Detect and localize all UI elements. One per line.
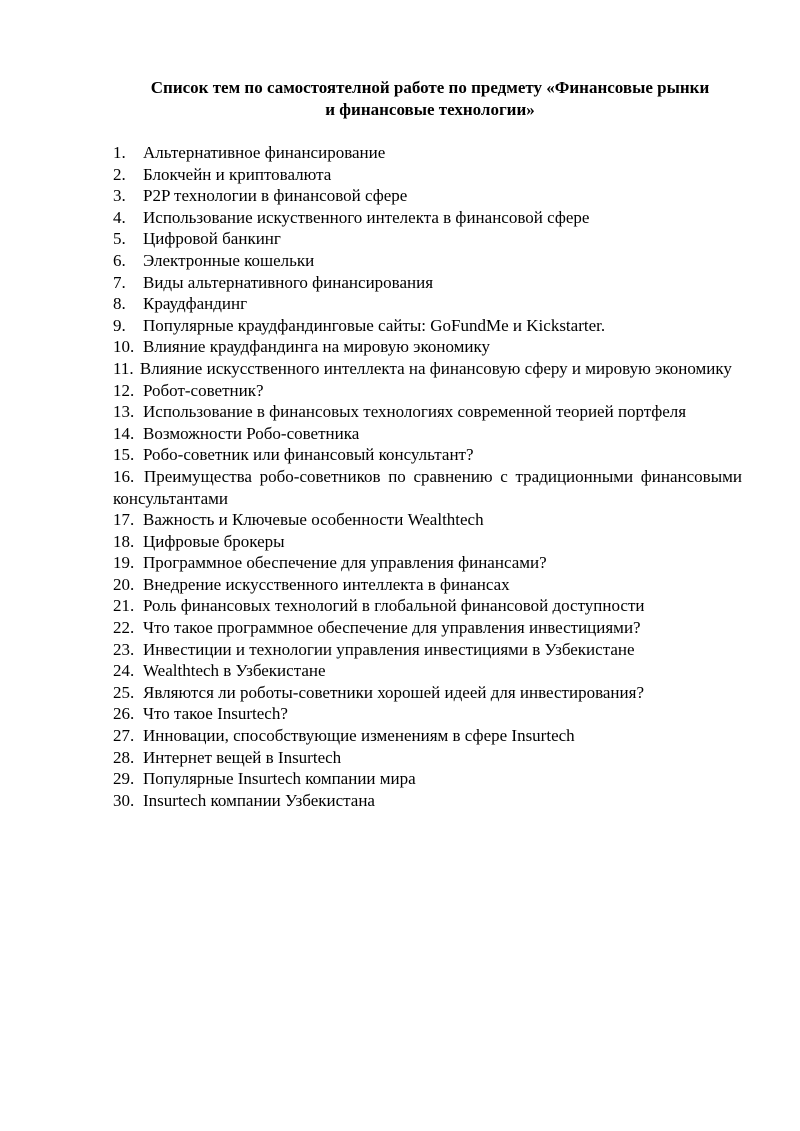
topic-number: 7. — [113, 272, 126, 292]
topic-item — [113, 185, 742, 207]
topic-item — [113, 207, 742, 229]
topic-item — [113, 617, 742, 639]
topic-text: Использование искуственного интелекта в финансовой сфере — [143, 207, 590, 227]
topic-text: Возможности Робо-советника — [143, 423, 360, 443]
topic-item — [113, 639, 742, 661]
topic-item — [113, 444, 742, 466]
topic-number: 30. — [113, 790, 135, 810]
topic-item — [113, 358, 742, 380]
topic-item — [113, 164, 742, 186]
topic-text: Популярные Insurtech компании мира — [143, 769, 416, 789]
topic-item — [113, 768, 742, 790]
topic-number: 14. — [113, 423, 135, 443]
topic-item — [113, 552, 742, 574]
topic-text: Важность и Ключевые особенности Wealthtech — [143, 510, 484, 530]
topic-number: 17. — [113, 510, 135, 530]
topic-text: Робо-советник или финансовый консультант? — [143, 445, 474, 465]
topic-text: Интернет вещей в Insurtech — [143, 747, 342, 767]
topic-number: 27. — [113, 726, 135, 746]
topic-text: Внедрение искусственного интеллекта в финансах — [143, 574, 510, 594]
topic-text: Являются ли роботы-советники хорошей идеей для инвестирования? — [143, 682, 644, 702]
topic-number: 16. — [113, 466, 135, 486]
topic-item — [113, 660, 742, 682]
topic-number: 25. — [113, 682, 135, 702]
topic-item — [113, 682, 742, 704]
topic-text: Insurtech компании Узбекистана — [143, 790, 375, 810]
topic-text: Популярные краудфандинговые сайты: GoFundMe и Kickstarter. — [143, 315, 606, 335]
topic-item — [113, 703, 742, 725]
topic-item — [113, 401, 742, 423]
topic-number: 1. — [113, 143, 126, 162]
topic-text: Электронные кошельки — [143, 250, 315, 270]
topic-text: Влияние краудфандинга на мировую экономику — [143, 337, 491, 357]
topic-number: 28. — [113, 747, 135, 767]
topic-number: 8. — [113, 294, 126, 314]
topic-number: 4. — [113, 207, 126, 227]
topic-number: 11. — [113, 358, 134, 378]
topic-number: 9. — [113, 315, 126, 335]
topic-text: Блокчейн и криптовалюта — [143, 164, 332, 184]
topic-item — [113, 790, 742, 812]
topic-text: Преимущества робо-советников по сравнению с традиционными финансовыми консультантами — [113, 466, 742, 508]
topic-item — [113, 315, 742, 337]
topic-number: 20. — [113, 574, 135, 594]
topic-item — [113, 272, 742, 294]
topic-text: Использование в финансовых технологиях современной теорией портфеля — [143, 402, 687, 422]
topic-text: Что такое программное обеспечение для управления инвестициями? — [143, 618, 641, 638]
topic-item — [113, 466, 742, 509]
topic-item — [113, 250, 742, 272]
topic-number: 2. — [113, 164, 126, 184]
topic-number: 13. — [113, 402, 135, 422]
topic-text: Робот-советник? — [143, 380, 264, 400]
topic-text: Цифровой банкинг — [143, 229, 281, 249]
document-title — [100, 77, 760, 121]
topic-item — [113, 509, 742, 531]
topic-text: Краудфандинг — [143, 294, 248, 314]
topic-text: Инвестиции и технологии управления инвестициями в Узбекистане — [143, 639, 635, 659]
topic-item — [113, 595, 742, 617]
topic-list — [113, 142, 742, 811]
topic-item — [113, 574, 742, 596]
topic-text: Альтернативное финансирование — [143, 143, 386, 162]
topic-number: 18. — [113, 531, 135, 551]
topic-item — [113, 747, 742, 769]
topic-number: 24. — [113, 661, 135, 681]
topic-text: Виды альтернативного финансирования — [143, 272, 434, 292]
topic-number: 5. — [113, 229, 126, 249]
topic-number: 19. — [113, 553, 135, 573]
topic-number: 26. — [113, 704, 135, 724]
topic-item — [113, 228, 742, 250]
topic-item — [113, 423, 742, 445]
document-title-line-1: Список тем по самостоятелной работе по предмету «Финансовые рынки — [150, 78, 710, 97]
topic-item — [113, 531, 742, 553]
topic-item — [113, 380, 742, 402]
topic-number: 10. — [113, 337, 135, 357]
topic-text: Влияние искусственного интеллекта на финансовую сферу и мировую экономику — [139, 358, 732, 378]
topic-item — [113, 725, 742, 747]
topic-text: Инновации, способствующие изменениям в сфере Insurtech — [143, 726, 575, 746]
topic-number: 6. — [113, 250, 126, 270]
topic-number: 21. — [113, 596, 135, 616]
topic-text: Wealthtech в Узбекистане — [143, 661, 326, 681]
topic-number: 12. — [113, 380, 135, 400]
topic-item — [113, 142, 742, 164]
topic-text: Что такое Insurtech? — [143, 704, 288, 724]
topic-text: Цифровые брокеры — [143, 531, 285, 551]
topic-number: 29. — [113, 769, 135, 789]
topic-text: Программное обеспечение для управления финансами? — [143, 553, 547, 573]
topic-number: 22. — [113, 618, 135, 638]
topic-item — [113, 336, 742, 358]
document-title-line-2: и финансовые технологии» — [325, 100, 535, 119]
topic-number: 3. — [113, 186, 126, 206]
topic-number: 23. — [113, 639, 135, 659]
topic-item — [113, 293, 742, 315]
topic-text: P2P технологии в финансовой сфере — [143, 186, 408, 206]
topic-text: Роль финансовых технологий в глобальной финансовой доступности — [143, 596, 645, 616]
topic-number: 15. — [113, 445, 135, 465]
